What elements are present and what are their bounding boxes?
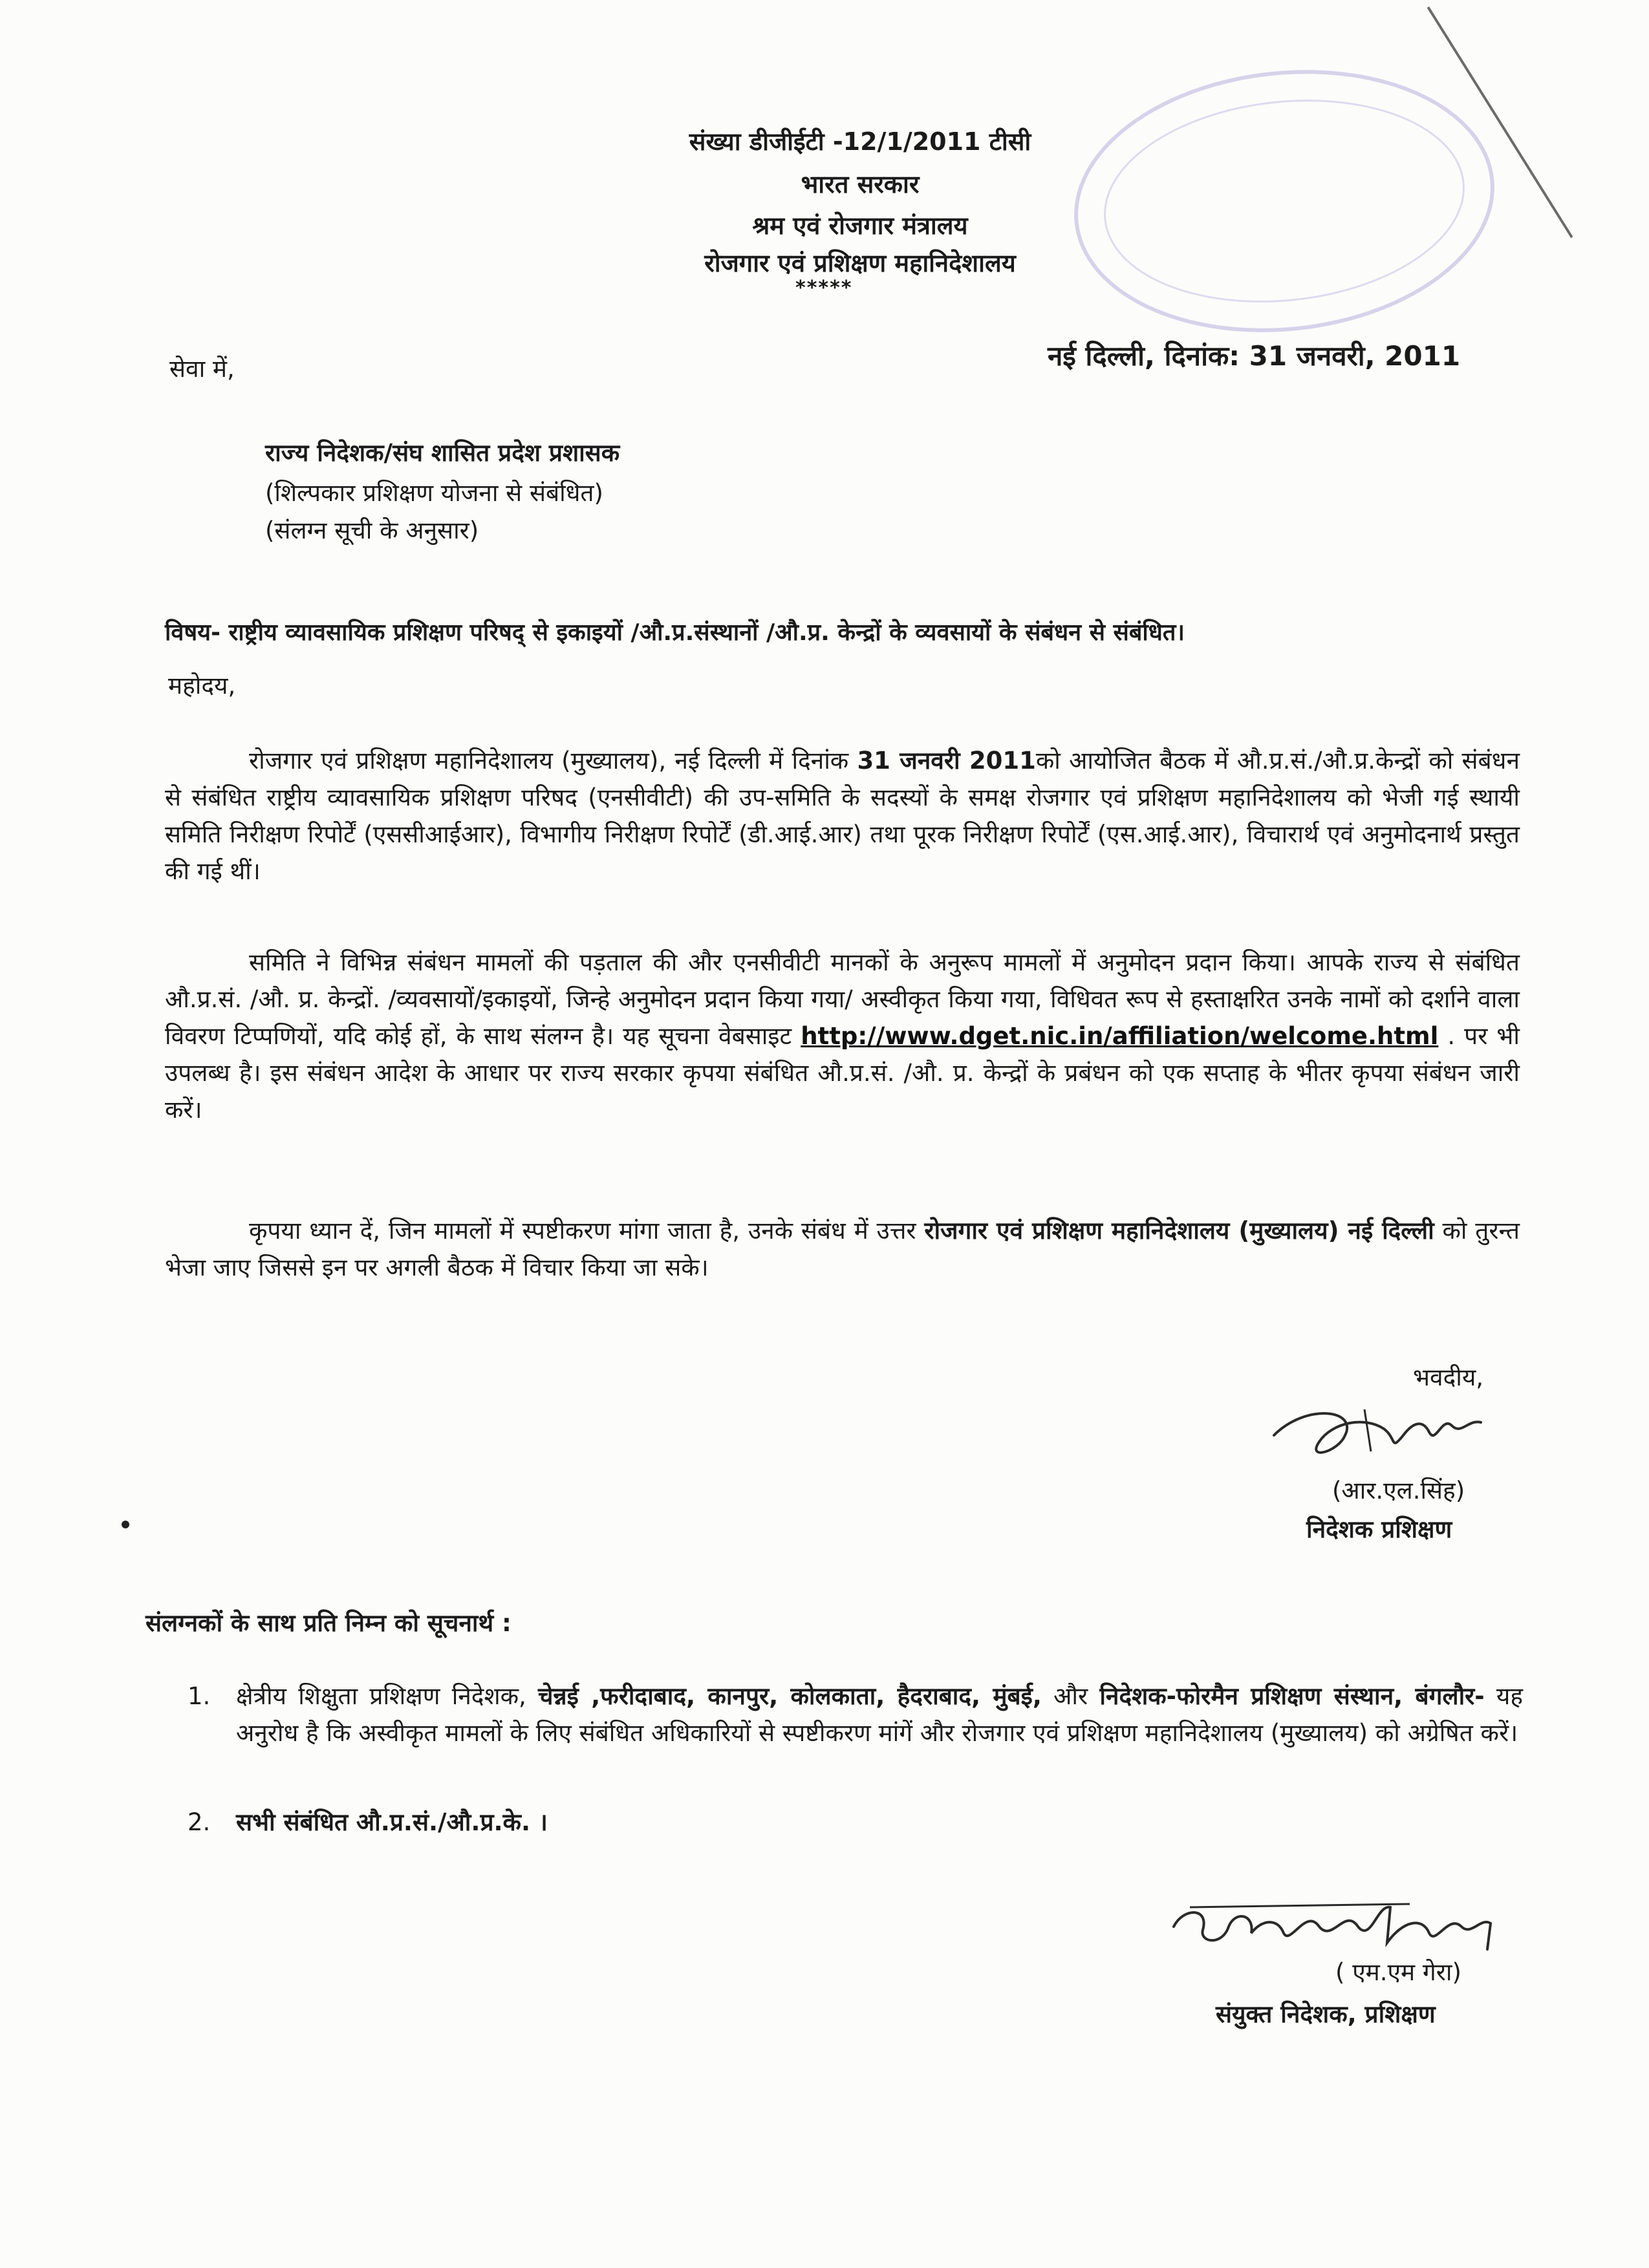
signatory-2-designation: संयुक्त निदेशक, प्रशिक्षण [1216,2000,1436,2028]
signatory-2-name: ( एम.एम गेरा) [1335,1958,1461,1986]
signature-1 [1267,1390,1513,1474]
ministry-name: श्रम एवं रोजगार मंत्रालय [752,211,968,240]
paragraph-2: समिति ने विभिन्न संबंधन मामलों की पड़ताल की और एनसीवीटी मानकों के अनुरूप मामलों में अनुमोदन प्रदान किया। आपके राज्य से संबंधित औ.प्र.सं. /औ. प्र. केन्द्रों. /व्यवसायों/इकाइयों, जिन्हे अनुमोदन प्रदान किया गया/ अस्वीकृत किया गया, विधिवत रूप से हस्ताक्षरित उनके नामों को दर्शाने वाला विवरण टिप्पणियों, यदि कोई हों, के साथ संलग्न है। यह सूचना वेबसाइट http://www.dget.nic.in/affiliation/welcome.html . पर भी उपलब्ध है। इस संबंधन आदेश के आधार पर राज्य सरकार कृपया संबंधित औ.प्र.सं. /औ. प्र. केन्द्रों के प्रबंधन को एक सप्ताह के भीतर कृपया संबंधन जारी करें। [165,948,1520,1124]
received-stamp [1061,50,1507,352]
signatory-1-name: (आर.एल.सिंह) [1332,1477,1465,1504]
ink-dot [122,1521,129,1528]
signatory-1-designation: निदेशक प्रशिक्षण [1306,1515,1452,1543]
to-line: सेवा में, [169,355,235,383]
subject-line: विषय- राष्ट्रीय व्यावसायिक प्रशिक्षण परिषद् से इकाइयों /औ.प्र.संस्थानों /औ.प्र. केन्द्रों के व्यवसायों के संबंधन से संबंधित। [165,619,1185,646]
list-number: 1. [188,1682,211,1710]
addressee-line2: (शिल्पकार प्रशिक्षण योजना से संबंधित) [265,479,603,507]
copy-list-item-1: 1. क्षेत्रीय शिक्षुता प्रशिक्षण निदेशक, चेन्नई ,फरीदाबाद, कानपुर, कोलकाता, हैदराबाद, मुंबई, और निदेशक-फोरमैन प्रशिक्षण संस्थान, बंगलौर- यह अनुरोध है कि अस्वीकृत मामलों के लिए संबंधित अधिकारियों से स्पष्टीकरण मांगें और रोजगार एवं प्रशिक्षण महानिदेशालय (मुख्यालय) को अग्रेषित करें। [188,1678,1523,1794]
paragraph-1: रोजगार एवं प्रशिक्षण महानिदेशालय (मुख्यालय), नई दिल्ली में दिनांक 31 जनवरी 2011को आयोजित बैठक में औ.प्र.सं./औ.प्र.केन्द्रों को संबंधन से संबंधित राष्ट्रीय व्यावसायिक प्रशिक्षण परिषद (एनसीवीटी) की उप-समिति के सदस्यों के समक्ष रोजगार एवं प्रशिक्षण महानिदेशालय को भेजी गई स्थायी समिति निरीक्षण रिपोर्टें (एससीआईआर), विभागीय निरीक्षण रिपोर्टें (डी.आई.आर) तथा पूरक निरीक्षण रिपोर्टें (एस.आई.आर), विचारार्थ एवं अनुमोदनार्थ प्रस्तुत की गई थीं। [165,747,1520,885]
list-number: 2. [188,1808,211,1836]
copy-to-heading: संलग्नकों के साथ प्रति निम्न को सूचनार्थ : [146,1609,512,1637]
govt-name: भारत सरकार [801,170,920,198]
paragraph-3: कृपया ध्यान दें, जिन मामलों में स्पष्टीकरण मांगा जाता है, उनके संबंध में उत्तर रोजगार एवं प्रशिक्षण महानिदेशालय (मुख्यालय) नई दिल्ली को तुरन्त भेजा जाए जिससे इन पर अगली बैठक में विचार किया जा सके। [165,1217,1520,1281]
affiliation-website-link[interactable]: http://www.dget.nic.in/affiliation/welcome.html [801,1022,1439,1050]
addressee-line3: (संलग्न सूची के अनुसार) [265,517,479,544]
copy-list-item-2: 2. सभी संबंधित औ.प्र.सं./औ.प्र.के. । [188,1804,1523,1843]
directorate-name: रोजगार एवं प्रशिक्षण महानिदेशालय [704,249,1016,277]
reference-number: संख्या डीजीईटी -12/1/2011 टीसी [689,127,1031,156]
closing-line: भवदीय, [1413,1364,1484,1391]
addressee-line1: राज्य निदेशक/संघ शासित प्रदेश प्रशासक [265,439,620,467]
salutation: महोदय, [168,672,236,700]
header-stars: ***** [795,277,853,299]
place-date: नई दिल्ली, दिनांक: 31 जनवरी, 2011 [1048,340,1461,372]
